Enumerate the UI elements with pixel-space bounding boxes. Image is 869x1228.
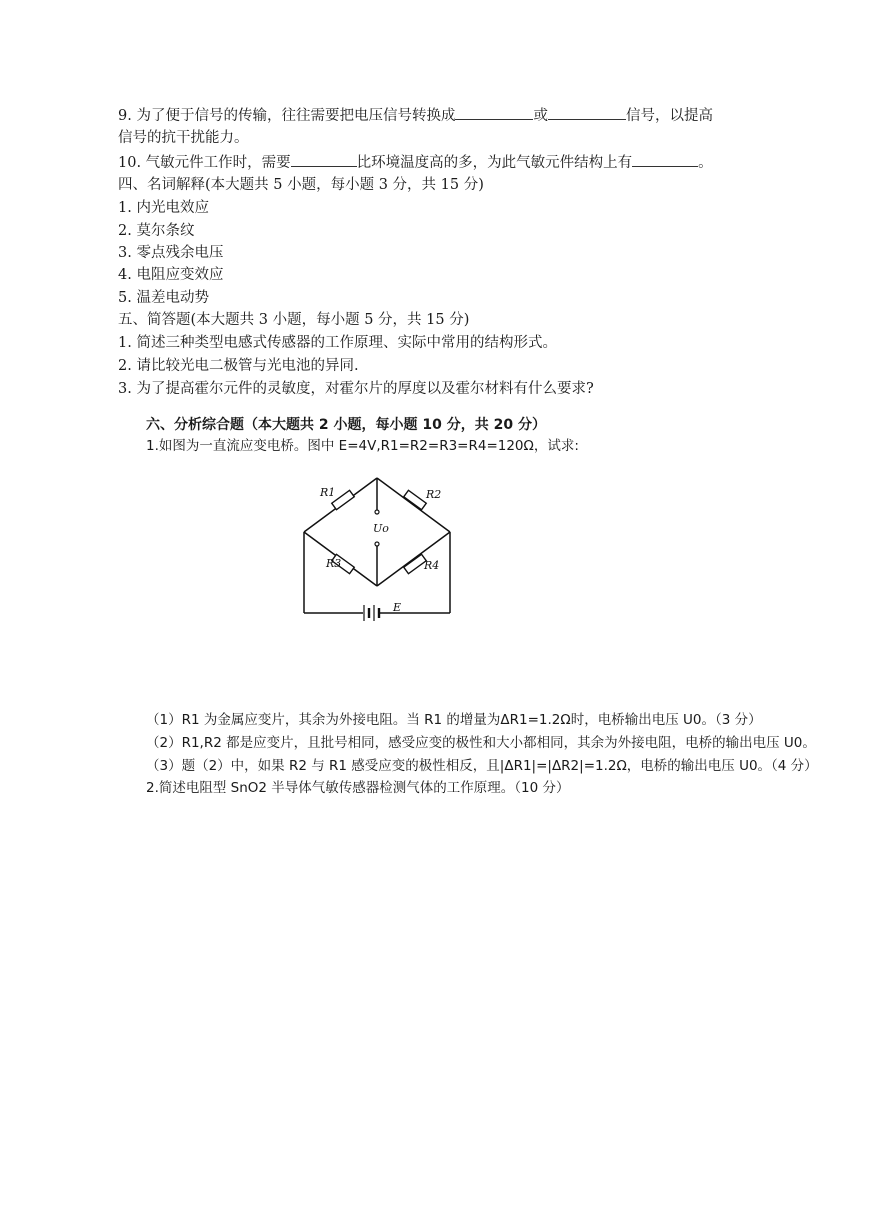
label-r4 xyxy=(423,559,439,572)
q10-blank-2[interactable] xyxy=(632,152,698,167)
section6-q2: 2.简述电阻型 SnO2 半导体气敏传感器检测气体的工作原理。（10 分） xyxy=(146,780,570,796)
q10-text-a: 10. 气敏元件工作时，需要 xyxy=(118,155,291,171)
section5-item-2: 2. 请比较光电二极管与光电池的异同. xyxy=(118,358,359,374)
section4-item-1: 1. 内光电效应 xyxy=(118,200,209,216)
output-terminal-bottom xyxy=(375,542,379,546)
label-e-text: E xyxy=(393,601,402,614)
label-r2-text: R2 xyxy=(426,488,442,501)
q9-line1 xyxy=(118,105,713,126)
label-r4-text: R4 xyxy=(424,559,440,572)
section6-sub3: （3）题（2）中，如果 R2 与 R1 感受应变的极性相反，且|ΔR1|=|ΔR2|=1.2Ω，电桥的输出电压 U0。（4 分） xyxy=(146,758,818,774)
label-e xyxy=(392,601,401,614)
section4-heading: 四、名词解释(本大题共 5 小题，每小题 3 分，共 15 分) xyxy=(118,177,484,193)
section6-heading: 六、分析综合题（本大题共 2 小题，每小题 10 分，共 20 分） xyxy=(146,417,546,433)
bridge-circuit-diagram xyxy=(290,462,470,624)
label-r2 xyxy=(425,488,441,501)
label-uo-text: Uo xyxy=(373,522,389,535)
section5-item-3: 3. 为了提高霍尔元件的灵敏度，对霍尔片的厚度以及霍尔材料有什么要求? xyxy=(118,381,594,397)
section4-item-5: 5. 温差电动势 xyxy=(118,290,209,306)
q9-text-c: 信号，以提高 xyxy=(625,108,713,124)
label-r1 xyxy=(319,486,335,499)
section6-sub2: （2）R1,R2 都是应变片，且批号相同，感受应变的极性和大小都相同，其余为外接电阻，电桥的输出电压 U0。 xyxy=(146,735,816,751)
section6-sub1: （1）R1 为金属应变片，其余为外接电阻。当 R1 的增量为ΔR1=1.2Ω时，电桥输出电压 U0。（3 分） xyxy=(146,712,762,728)
q10-text-c: 。 xyxy=(698,155,713,171)
label-r3 xyxy=(325,557,341,570)
section6-q1: 1.如图为一直流应变电桥。图中 E=4V,R1=R2=R3=R4=120Ω，试求: xyxy=(146,438,579,454)
q10-line xyxy=(118,152,713,173)
q9-text-a: 9. 为了便于信号的传输，往往需要把电压信号转换成 xyxy=(118,108,456,124)
q9-line2: 信号的抗干扰能力。 xyxy=(118,130,249,146)
q9-text-b: 或 xyxy=(533,108,548,124)
q10-text-b: 比环境温度高的多，为此气敏元件结构上有 xyxy=(356,155,633,171)
section4-item-4: 4. 电阻应变效应 xyxy=(118,267,224,283)
section4-item-3: 3. 零点残余电压 xyxy=(118,245,224,261)
label-r1-text: R1 xyxy=(320,486,336,499)
battery-icon xyxy=(364,605,379,621)
q9-blank-1[interactable] xyxy=(455,105,533,120)
label-uo xyxy=(373,522,389,535)
output-terminal-top xyxy=(375,510,379,514)
section4-item-2: 2. 莫尔条纹 xyxy=(118,223,195,239)
section5-heading: 五、简答题(本大题共 3 小题，每小题 5 分，共 15 分) xyxy=(118,312,470,328)
q10-blank-1[interactable] xyxy=(291,152,357,167)
section5-item-1: 1. 简述三种类型电感式传感器的工作原理、实际中常用的结构形式。 xyxy=(118,335,557,351)
q9-blank-2[interactable] xyxy=(548,105,626,120)
label-r3-text: R3 xyxy=(326,557,342,570)
